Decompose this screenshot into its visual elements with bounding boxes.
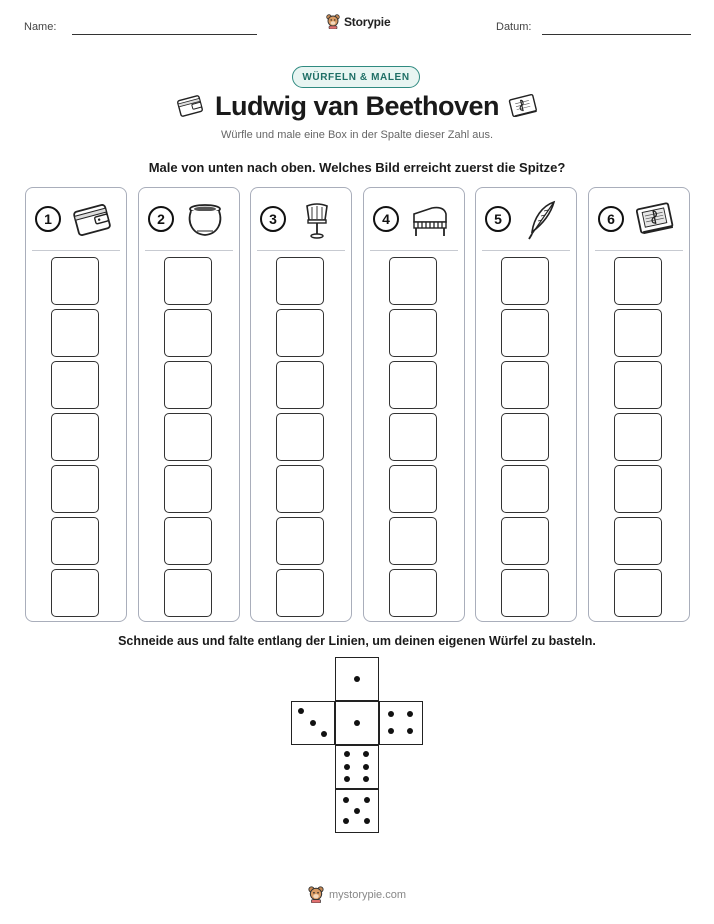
color-box[interactable] bbox=[276, 465, 324, 513]
die-pip bbox=[298, 708, 304, 714]
column-divider bbox=[32, 250, 120, 251]
color-box[interactable] bbox=[276, 569, 324, 617]
die-pip bbox=[363, 776, 369, 782]
color-box[interactable] bbox=[389, 309, 437, 357]
die-pip bbox=[344, 751, 350, 757]
color-box[interactable] bbox=[51, 257, 99, 305]
die-pip bbox=[363, 751, 369, 757]
color-box[interactable] bbox=[51, 413, 99, 461]
column-2 bbox=[138, 187, 240, 622]
music-book-icon bbox=[633, 198, 677, 242]
color-box[interactable] bbox=[614, 257, 662, 305]
color-box[interactable] bbox=[614, 569, 662, 617]
column-number: 1 bbox=[35, 206, 61, 232]
name-line bbox=[72, 34, 257, 35]
color-box[interactable] bbox=[276, 517, 324, 565]
color-box[interactable] bbox=[501, 465, 549, 513]
die-pip bbox=[344, 764, 350, 770]
date-line bbox=[542, 34, 691, 35]
color-box[interactable] bbox=[614, 517, 662, 565]
die-pip bbox=[321, 731, 327, 737]
die-pip bbox=[364, 818, 370, 824]
die-pip bbox=[364, 797, 370, 803]
die-pip bbox=[343, 797, 349, 803]
feather-quill-icon bbox=[520, 198, 564, 242]
die-pip bbox=[354, 720, 360, 726]
color-box[interactable] bbox=[389, 517, 437, 565]
column-number: 5 bbox=[485, 206, 511, 232]
brand-logo bbox=[326, 14, 390, 29]
color-box[interactable] bbox=[501, 257, 549, 305]
color-box[interactable] bbox=[276, 361, 324, 409]
die-pip bbox=[388, 728, 394, 734]
color-box[interactable] bbox=[501, 413, 549, 461]
color-box[interactable] bbox=[614, 465, 662, 513]
die-pip bbox=[363, 764, 369, 770]
activity-badge: WÜRFELN & MALEN bbox=[292, 66, 420, 88]
color-box[interactable] bbox=[164, 413, 212, 461]
die-pip bbox=[388, 711, 394, 717]
color-box[interactable] bbox=[614, 309, 662, 357]
name-label: Name: bbox=[24, 21, 57, 33]
die-pip bbox=[354, 808, 360, 814]
color-box[interactable] bbox=[501, 309, 549, 357]
color-box[interactable] bbox=[389, 465, 437, 513]
column-1 bbox=[25, 187, 127, 622]
page-title: Ludwig van Beethoven bbox=[214, 91, 500, 121]
color-box[interactable] bbox=[389, 569, 437, 617]
instruction-top: Male von unten nach oben. Welches Bild erreicht zuerst die Spitze? bbox=[148, 160, 566, 175]
grand-piano-icon bbox=[408, 198, 452, 242]
color-box[interactable] bbox=[276, 309, 324, 357]
color-box[interactable] bbox=[501, 361, 549, 409]
footer bbox=[0, 886, 714, 903]
page-subtitle: Würfle und male eine Box in der Spalte dieser Zahl aus. bbox=[220, 129, 494, 141]
color-box[interactable] bbox=[501, 517, 549, 565]
die-pip bbox=[344, 776, 350, 782]
column-number: 4 bbox=[373, 206, 399, 232]
die-face-3 bbox=[291, 701, 335, 745]
color-box[interactable] bbox=[164, 309, 212, 357]
column-divider bbox=[370, 250, 458, 251]
date-label: Datum: bbox=[496, 21, 532, 33]
music-book-icon bbox=[507, 92, 539, 120]
column-divider bbox=[145, 250, 233, 251]
instruction-bottom: Schneide aus und falte entlang der Linien, um deinen eigenen Würfel zu basteln. bbox=[118, 634, 596, 648]
column-number: 2 bbox=[148, 206, 174, 232]
column-3 bbox=[250, 187, 352, 622]
color-box[interactable] bbox=[51, 361, 99, 409]
color-box[interactable] bbox=[501, 569, 549, 617]
color-box[interactable] bbox=[389, 413, 437, 461]
color-box[interactable] bbox=[389, 361, 437, 409]
die-face-1 bbox=[335, 657, 379, 701]
column-divider bbox=[257, 250, 345, 251]
die-pip bbox=[354, 676, 360, 682]
color-box[interactable] bbox=[164, 257, 212, 305]
wallet-icon bbox=[70, 198, 114, 242]
bear-mascot-icon bbox=[326, 14, 340, 29]
color-box[interactable] bbox=[51, 569, 99, 617]
pot-icon bbox=[183, 198, 227, 242]
color-box[interactable] bbox=[51, 309, 99, 357]
column-4 bbox=[363, 187, 465, 622]
color-box[interactable] bbox=[614, 413, 662, 461]
color-box[interactable] bbox=[276, 413, 324, 461]
die-pip bbox=[343, 818, 349, 824]
color-box[interactable] bbox=[164, 569, 212, 617]
color-box[interactable] bbox=[164, 361, 212, 409]
die-face-1 bbox=[335, 701, 379, 745]
die-pip bbox=[407, 728, 413, 734]
brand-name: Storypie bbox=[344, 14, 391, 29]
color-box[interactable] bbox=[614, 361, 662, 409]
bear-mascot-icon bbox=[308, 886, 324, 903]
column-6 bbox=[588, 187, 690, 622]
color-box[interactable] bbox=[51, 465, 99, 513]
color-box[interactable] bbox=[164, 517, 212, 565]
column-number: 6 bbox=[598, 206, 624, 232]
die-pip bbox=[310, 720, 316, 726]
column-number: 3 bbox=[260, 206, 286, 232]
color-box[interactable] bbox=[164, 465, 212, 513]
column-5 bbox=[475, 187, 577, 622]
die-face-5 bbox=[335, 789, 379, 833]
column-divider bbox=[595, 250, 683, 251]
die-face-6 bbox=[335, 745, 379, 789]
color-box[interactable] bbox=[276, 257, 324, 305]
column-divider bbox=[482, 250, 570, 251]
color-box[interactable] bbox=[389, 257, 437, 305]
lyre-stand-icon bbox=[295, 198, 339, 242]
die-face-4 bbox=[379, 701, 423, 745]
die-pip bbox=[407, 711, 413, 717]
footer-url: mystorypie.com bbox=[328, 888, 407, 901]
color-box[interactable] bbox=[51, 517, 99, 565]
